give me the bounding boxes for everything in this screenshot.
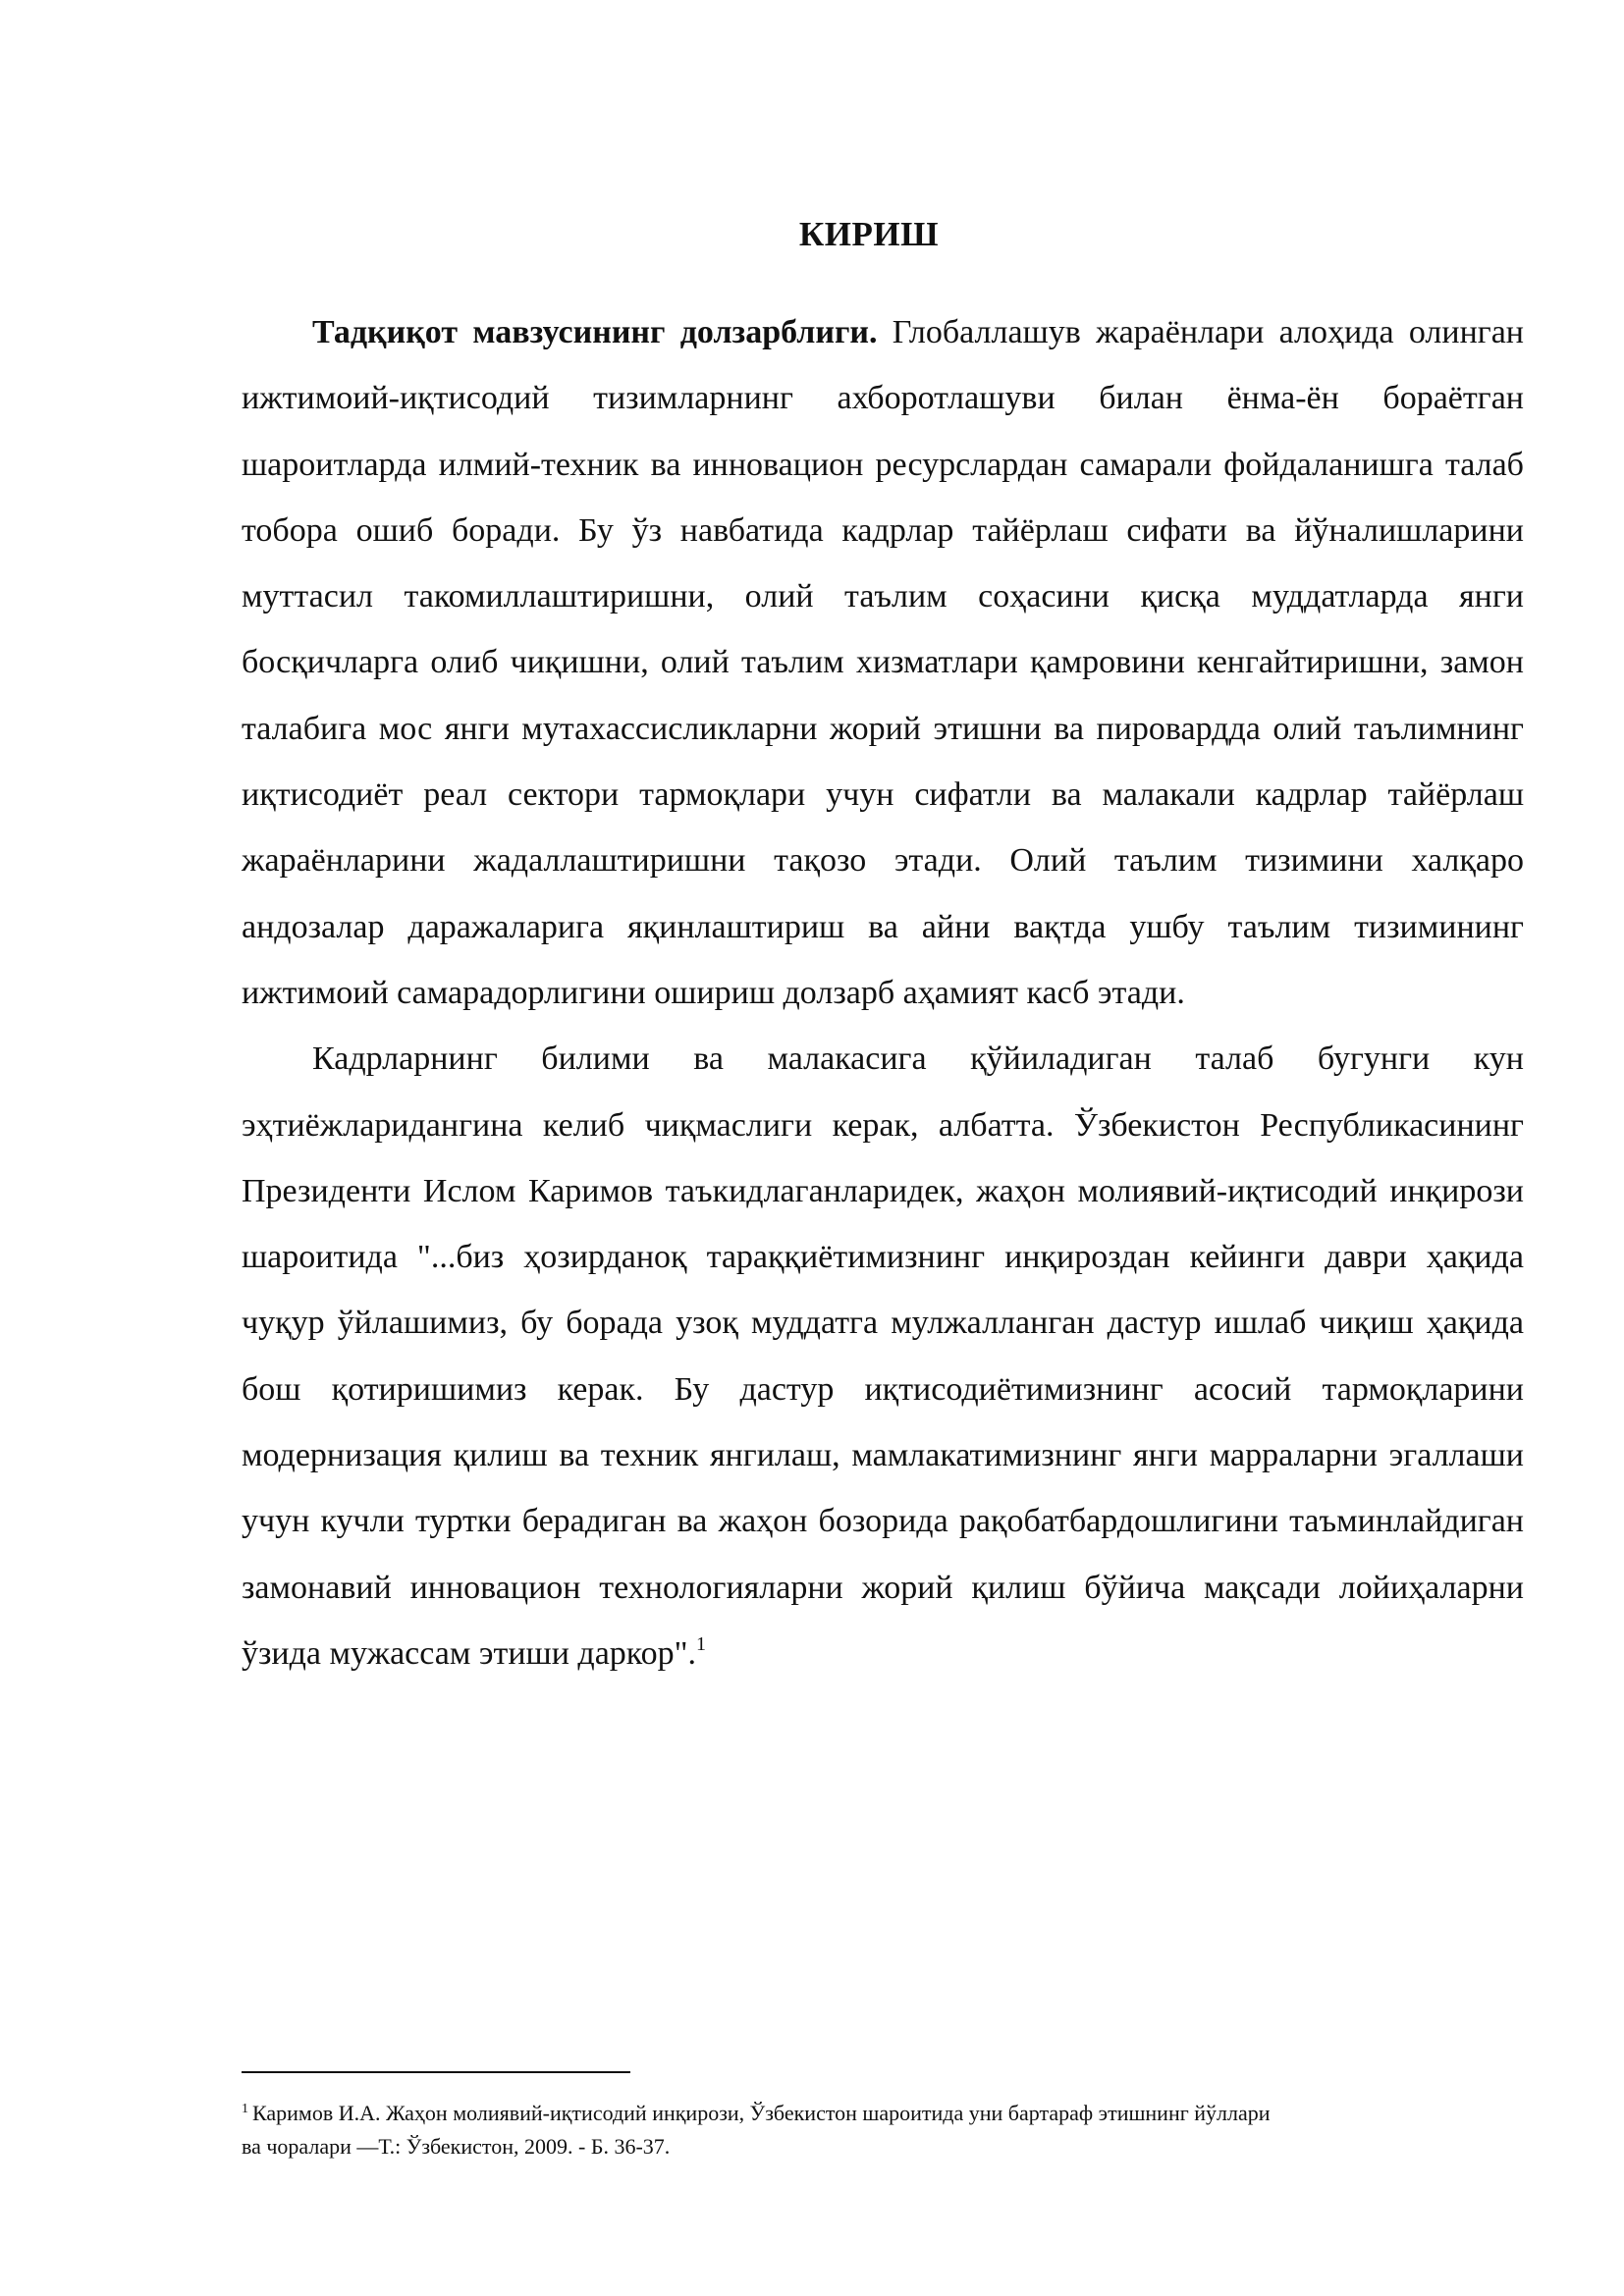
paragraph-relevance	[242, 299, 1524, 1026]
footnote-mark: 1	[242, 2102, 248, 2116]
paragraph-text: Глобаллашув жараёнлари алоҳида олинган ижтимоий-иқтисодий тизимларнинг ахборотлашуви билан ёнма-ён бораётган шароитларда илмий-техник ва инновацион ресурслардан самарали фойдаланишга талаб тобора ошиб боради. Бу ўз навбатида кадрлар тайёрлаш сифати ва йўналишларини муттасил такомиллаштиришни, олий таълим соҳасини қисқа муддатларда янги босқичларга олиб чиқишни, олий таълим хизматлари қамровини кенгайтиришни, замон талабига мос янги мутахассисликларни жорий этишни ва пировардда олий таълимнинг иқтисодиёт реал сектори тармоқлари учун сифатли ва малакали кадрлар тайёрлаш жараёнларини жадаллаштиришни тақозо этади. Олий таълим тизимини халқаро андозалар даражаларига яқинлаштириш ва айни вақтда ушбу таълим тизимининг ижтимоий самарадорлигини ошириш долзарб аҳамият касб этади.	[242, 314, 1524, 1011]
footnote-text: Каримов И.А. Жаҳон молиявий-иқтисодий инқирози, Ўзбекистон шароитида уни бартараф этишнинг йўллари	[252, 2101, 1271, 2125]
paragraph-cadres	[242, 1026, 1524, 1686]
page-title: КИРИШ	[798, 215, 940, 253]
paragraph-lead: Тадқиқот мавзусининг долзарблиги.	[312, 314, 878, 350]
footnote-reference[interactable]: 1	[695, 1632, 706, 1655]
paragraph-text: Кадрларнинг билими ва малакасига қўйиладиган талаб бугунги кун эҳтиёжларидангина келиб чиқмаслиги керак, албатта. Ўзбекистон Республикасининг Президенти Ислом Каримов таъкидлаганларидек, жаҳон молиявий-иқтисодий инқирози шароитида "...биз ҳозирданоқ тараққиётимизнинг инқироздан кейинги даври ҳақида чуқур ўйлашимиз, бу борада узоқ муддатга мулжалланган дастур ишлаб чиқиш ҳақида бош қотиришимиз керак. Бу дастур иқтисодиётимизнинг асосий тармоқларини модернизация қилиш ва техник янгилаш, мамлакатимизнинг янги марраларни эгаллаши учун кучли туртки берадиган ва жаҳон бозорида рақобатбардошлигини таъминлайдиган замонавий инновацион технологияларни жорий қилиш бўйича мақсади лойиҳаларни ўзида мужассам этиши даркор".	[242, 1041, 1524, 1672]
footnote	[242, 2097, 1479, 2163]
body-text	[242, 299, 1524, 1686]
footnote-line	[242, 2097, 1479, 2130]
footnote-line: ва чоралари —Т.: Ўзбекистон, 2009. - Б. 36-37.	[242, 2134, 671, 2159]
footnote-divider	[242, 2071, 630, 2073]
